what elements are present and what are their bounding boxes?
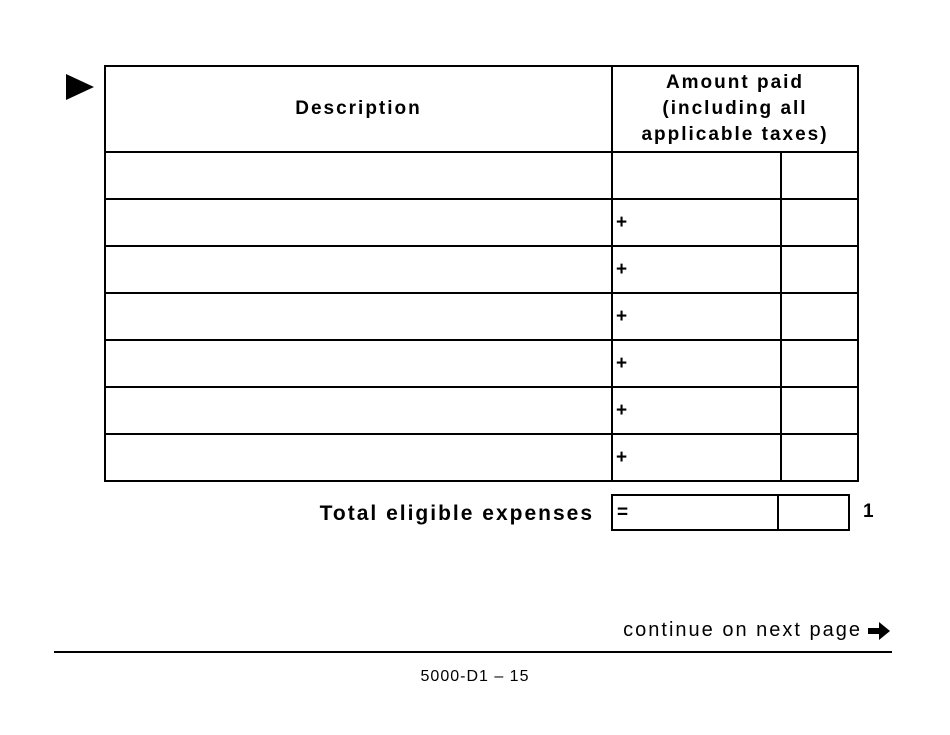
table-header-row [105, 66, 858, 152]
description-field[interactable] [105, 340, 612, 387]
amount-dollars-field[interactable] [612, 434, 781, 481]
row-sign: + [616, 399, 628, 421]
amount-dollars-field[interactable] [612, 246, 781, 293]
cents-divider [777, 496, 779, 529]
amount-cents-field[interactable] [781, 152, 858, 199]
amount-cents-field[interactable] [781, 434, 858, 481]
table-row [105, 434, 858, 481]
amount-cents-field[interactable] [781, 387, 858, 434]
row-sign: + [616, 258, 628, 280]
table-row [105, 246, 858, 293]
amount-cents-field[interactable] [781, 199, 858, 246]
table-row [105, 387, 858, 434]
table-row [105, 152, 858, 199]
table-row [105, 340, 858, 387]
description-field[interactable] [105, 246, 612, 293]
row-sign: + [616, 305, 628, 327]
right-arrow-icon [866, 620, 892, 642]
table-row [105, 293, 858, 340]
amount-dollars-field[interactable] [612, 387, 781, 434]
expense-table [104, 65, 859, 482]
amount-cents-field[interactable] [781, 340, 858, 387]
amount-header: Amount paid (including all applicable taxes) [612, 66, 858, 152]
description-field[interactable] [105, 387, 612, 434]
equals-sign: = [617, 502, 629, 523]
description-field[interactable] [105, 152, 612, 199]
table-row [105, 199, 858, 246]
description-field[interactable] [105, 434, 612, 481]
total-eligible-expenses-label: Total eligible expenses [319, 502, 594, 525]
description-field[interactable] [105, 293, 612, 340]
amount-cents-field[interactable] [781, 293, 858, 340]
total-amount-field[interactable] [611, 494, 850, 531]
page-number: 5000-D1 – 15 [420, 668, 530, 685]
row-sign: + [616, 446, 628, 468]
description-field[interactable] [105, 199, 612, 246]
row-sign: + [616, 352, 628, 374]
amount-dollars-field[interactable] [612, 152, 781, 199]
amount-dollars-field[interactable] [612, 293, 781, 340]
description-header: Description [105, 66, 612, 152]
amount-dollars-field[interactable] [612, 199, 781, 246]
amount-cents-field[interactable] [781, 246, 858, 293]
row-sign: + [616, 211, 628, 233]
continue-link[interactable] [623, 619, 892, 642]
right-pointer-icon [66, 74, 94, 100]
line-number: 1 [863, 501, 874, 522]
footer-divider [54, 651, 892, 653]
amount-dollars-field[interactable] [612, 340, 781, 387]
continue-text: continue on next page [623, 619, 862, 641]
